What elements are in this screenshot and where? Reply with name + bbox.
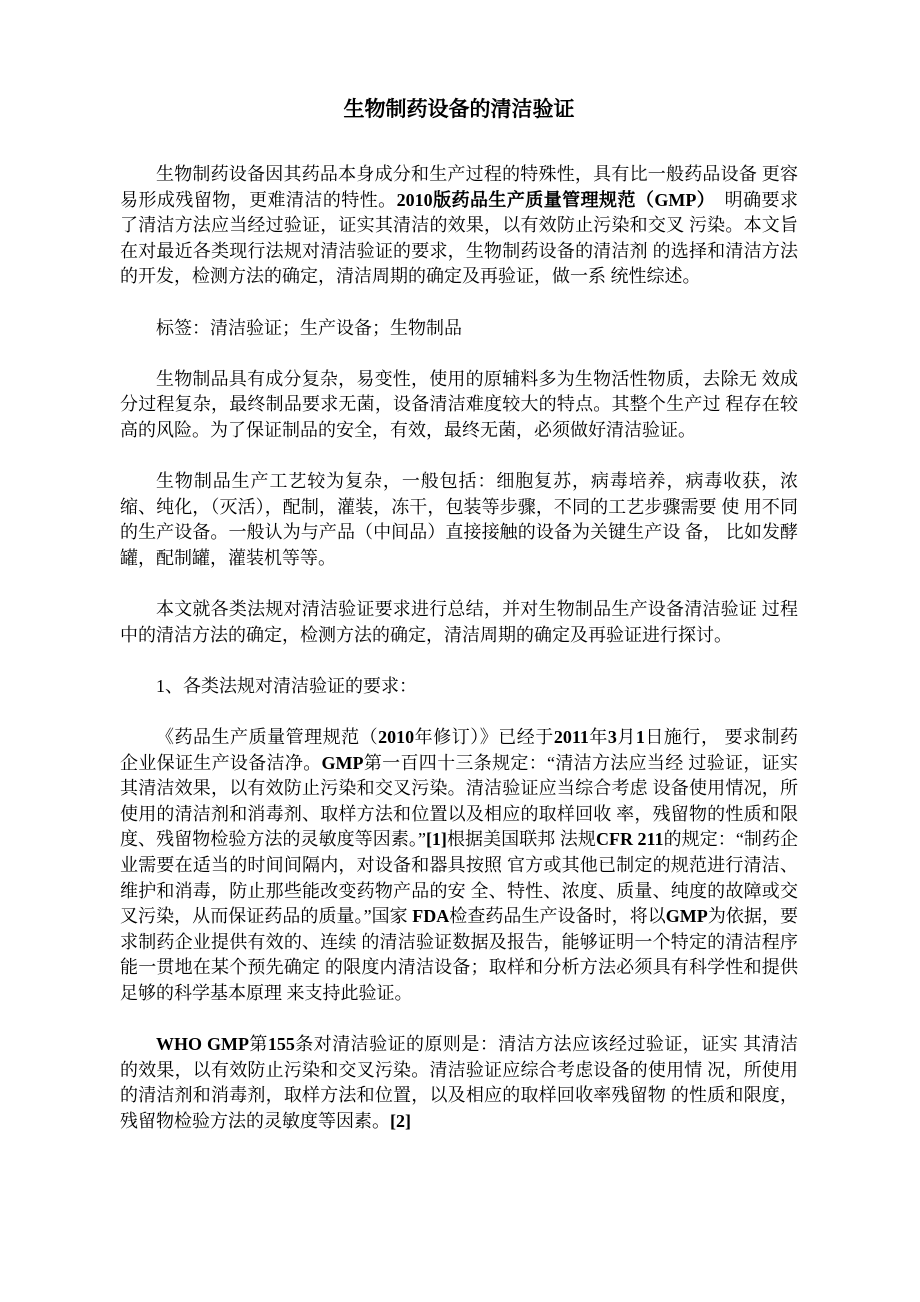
text-run: 第 (248, 1034, 268, 1055)
paragraph-biologics-features (120, 367, 798, 444)
text-run: 根据美国联邦 法规 (446, 829, 596, 850)
text-run: 本文就各类法规对清洁验证要求进行总结，并对生物制品生产设备清洁验证 过程中的清洁方法的确定，检测方法的确定，清洁周期的确定及再验证进行探讨。 (120, 599, 798, 645)
bold-text-run: 2010 (378, 727, 415, 748)
text-run: 生物制品具有成分复杂，易变性，使用的原辅料多为生物活性物质，去除无 效成分过程复杂，最终制品要求无菌，设备清洁难度较大的特点。其整个生产过 程存在较高的风险。为了保证制品的安全，有效，最终无菌，必须做好清洁验证。 (120, 368, 798, 440)
bold-text-run: GMP (321, 752, 364, 773)
bold-text-run: WHO GMP (156, 1034, 249, 1055)
paragraph-scope (120, 597, 798, 648)
paragraph-who-gmp (120, 1032, 798, 1134)
text-run: 标签：清洁验证；生产设备；生物制品 (156, 317, 462, 338)
text-run: 年 (588, 727, 608, 748)
bold-text-run: 3 (607, 727, 617, 748)
bold-text-run: 2010版药品生产质量管理规范（GMP） (396, 189, 707, 210)
text-run: 检查药品生产设备时，将以 (449, 906, 666, 927)
bold-text-run: 1 (635, 727, 645, 748)
bold-text-run: [1] (425, 829, 447, 850)
paragraph-production-process (120, 469, 798, 571)
bold-text-run: [2] (390, 1110, 411, 1131)
paragraph-tags (120, 316, 798, 342)
text-run: 年修订）》已经于 (414, 727, 554, 748)
bold-text-run: GMP (665, 906, 708, 927)
section-heading-regulations (120, 674, 798, 700)
text-run: 第一百四十三条规定：“清洁方法应当经 过验证，证实其清洁效果，以有效防止污染和交叉污染。清洁验证应当综合考虑 设备使用情况，所使用的清洁剂和消毒剂、取样方法和位置以及相应的取样回收 率，残留物的性质和限度、残留物检验方法的灵敏度等因素。” (120, 752, 798, 850)
text-run: 的规定：“制药企业需要在适当的时间间隔内，对设备和器具按照 官方或其他已制定的规范进行清洁、维护和消毒，防止那些能改变药物产品的安 全、特性、浓度、质量、纯度的故障或交叉污染，从而保证药品的质量。”国家 (120, 829, 798, 927)
text-run: 生物制药设备因其药品本身成分和生产过程的特殊性，具有比一般药品设备 更容易形成残留物，更难清洁的特性。 (120, 164, 798, 210)
document-title: 生物制药设备的清洁验证 (343, 97, 575, 121)
text-run: 1、各类法规对清洁验证的要求： (156, 675, 417, 696)
text-run: 月 (616, 727, 636, 748)
paragraph-intro (120, 162, 798, 290)
paragraph-gmp-cfr-fda (120, 725, 798, 1007)
text-run: 生物制品生产工艺较为复杂，一般包括：细胞复苏，病毒培养，病毒收获，浓缩、纯化，（灭活），配制，灌装，冻干，包装等步骤，不同的工艺步骤需要 使 用不同的生产设备。一般认为与产品（中间品）直接接触的设备为关键生产设 备， 比如发酵罐，配制罐，灌装机等等。 (120, 471, 798, 568)
text-run: 《药品生产质量管理规范（ (156, 727, 379, 748)
bold-text-run: CFR 211 (596, 829, 664, 850)
bold-text-run: 155 (267, 1034, 295, 1055)
bold-text-run: 2011 (553, 727, 589, 748)
text-run: 条对清洁验证的原则是：清洁方法应该经过验证，证实 其清洁的效果，以有效防止污染和交叉污染。清洁验证应综合考虑设备的使用情 况，所使用的清洁剂和消毒剂，取样方法和位置，以及相应的取样回收率残留物 的性质和限度，残留物检验方法的灵敏度等因素。 (120, 1034, 799, 1131)
bold-text-run: FDA (412, 906, 450, 927)
text-run: 为依据，要求制药企业提供有效的、连续 的清洁验证数据及报告，能够证明一个特定的清洁程序能一贯地在某个预先确定 的限度内清洁设备；取样和分析方法必须具有科学性和提供足够的科学基本原理 来支持此验证。 (120, 906, 799, 1003)
text-run: 日施行， 要求制药企业保证生产设备洁净。 (120, 727, 799, 773)
text-run: 明确要求了清洁方法应当经过验证，证实其清洁的效果，以有效防止污染和交叉 污染。本文旨在对最近各类现行法规对清洁验证的要求，生物制药设备的清洁剂 的选择和清洁方法的开发，检测方法的确定，清洁周期的确定及再验证，做一系 统性综述。 (120, 189, 799, 287)
